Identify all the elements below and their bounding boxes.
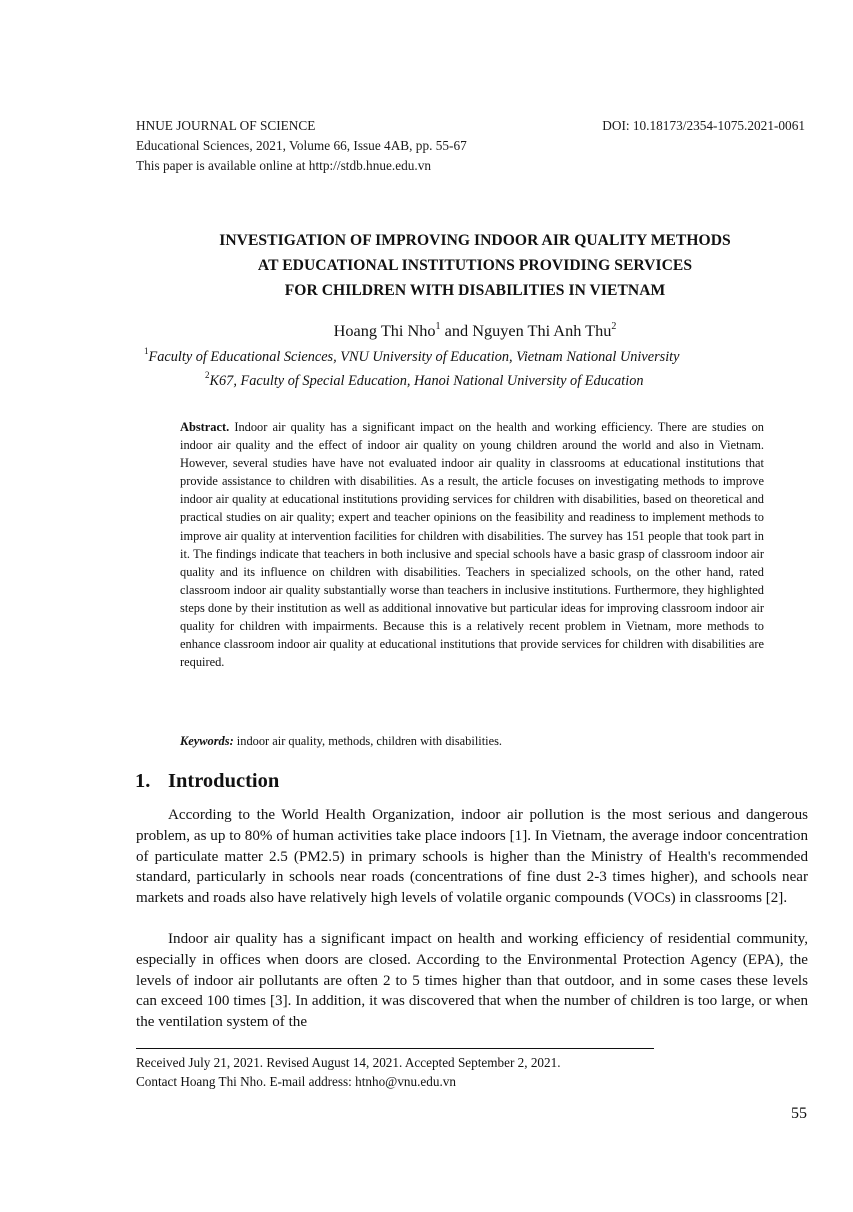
section-heading xyxy=(135,768,279,794)
paper-title xyxy=(130,228,820,303)
affiliation-text: Faculty of Educational Sciences, VNU University of Education, Vietnam National University xyxy=(148,349,680,365)
body-paragraph xyxy=(136,929,808,1033)
doi: DOI: 10.18173/2354-1075.2021-0061 xyxy=(602,118,805,133)
footnote-contact: Contact Hoang Thi Nho. E-mail address: htnho@vnu.edu.vn xyxy=(136,1074,456,1089)
section-title: Introduction xyxy=(168,770,280,792)
online-availability: This paper is available online at http://stdb.hnue.edu.vn xyxy=(136,158,432,173)
affiliation-text: K67, Faculty of Special Education, Hanoi National University of Education xyxy=(209,373,644,389)
affiliation-mark: 2 xyxy=(205,370,210,380)
affiliation xyxy=(205,371,644,391)
title-line: AT EDUCATIONAL INSTITUTIONS PROVIDING SERVICES xyxy=(257,257,693,274)
author-affiliation-mark: 1 xyxy=(435,321,441,332)
paragraph-text: Indoor air quality has a significant impact on health and working efficiency of residential community, especially in offices when doors are closed. According to the Environmental Protection Agency (EPA), the levels of indoor air pollutants are often 2 to 5 times higher than that outdoor, and in some cases these levels can exceed 100 times [3]. In addition, it was discovered that when the number of children is too large, or when the ventilation system of the xyxy=(136,931,808,1031)
author-name: Nguyen Thi Anh Thu xyxy=(472,321,612,340)
author-list xyxy=(130,320,820,342)
author-conjunction: and xyxy=(440,321,473,340)
footnote-divider xyxy=(136,1048,654,1049)
abstract xyxy=(180,418,764,671)
section-number: 1. xyxy=(135,770,151,792)
issue-info: Educational Sciences, 2021, Volume 66, Issue 4AB, pp. 55-67 xyxy=(136,138,467,153)
affiliation-mark: 1 xyxy=(144,346,149,356)
author-affiliation-mark: 2 xyxy=(611,321,617,332)
abstract-label: Abstract. xyxy=(180,420,230,434)
title-line: FOR CHILDREN WITH DISABILITIES IN VIETNAM xyxy=(284,282,666,299)
abstract-text: Indoor air quality has a significant impact on the health and working efficiency. There are studies on indoor air quality and the effect of indoor air quality on young children around the world and also in Vietnam. However, several studies have have not evaluated indoor air quality in classrooms at educational institutions that provide assistance to children with disabilities. As a result, the article focuses on investigating methods to improve indoor air quality at educational institutions providing services for children with disabilities, based on theoretical and practical studies on air quality; expert and teacher opinions on the feasibility and readiness to implement methods to improve air quality at intervention facilities for children with disabilities. The survey has 151 people that took part in it. The findings indicate that teachers in both inclusive and special schools have a basic grasp of classroom indoor air quality and its influence on children with disabilities. Teachers in specialized schools, on the other hand, rated classroom indoor air quality substantially worse than teachers in inclusive institutions. Furthermore, they highlighted steps done by their institution as well as additional innovative but particular ideas for improving classroom indoor air quality for children with impairments. Because this is a relatively recent problem in Vietnam, more methods to enhance classroom indoor air quality at educational institutions that provide services for children with disabilities are required. xyxy=(180,420,764,670)
author-name: Hoang Thi Nho xyxy=(333,321,436,340)
keywords-label: Keywords: xyxy=(180,734,234,748)
footnote-dates: Received July 21, 2021. Revised August 14, 2021. Accepted September 2, 2021. xyxy=(136,1055,561,1070)
body-paragraph xyxy=(136,805,808,909)
keywords-text: indoor air quality, methods, children with disabilities. xyxy=(233,734,503,748)
affiliation xyxy=(144,347,680,367)
journal-name: HNUE JOURNAL OF SCIENCE xyxy=(136,118,316,133)
title-line: INVESTIGATION OF IMPROVING INDOOR AIR QUALITY METHODS xyxy=(219,232,731,249)
page-number: 55 xyxy=(791,1105,807,1122)
keywords xyxy=(180,732,764,750)
paragraph-text: According to the World Health Organization, indoor air pollution is the most serious and dangerous problem, as up to 80% of human activities take place indoors [1]. In Vietnam, the average indoor concentration of particulate matter 2.5 (PM2.5) in primary schools is higher than the Ministry of Health's recommended standard, particularly in schools near roads (concentrations of fine dust 2-3 times higher), and schools near markets and roads also have relatively high levels of volatile organic compounds (VOCs) in classrooms [2]. xyxy=(136,807,808,907)
